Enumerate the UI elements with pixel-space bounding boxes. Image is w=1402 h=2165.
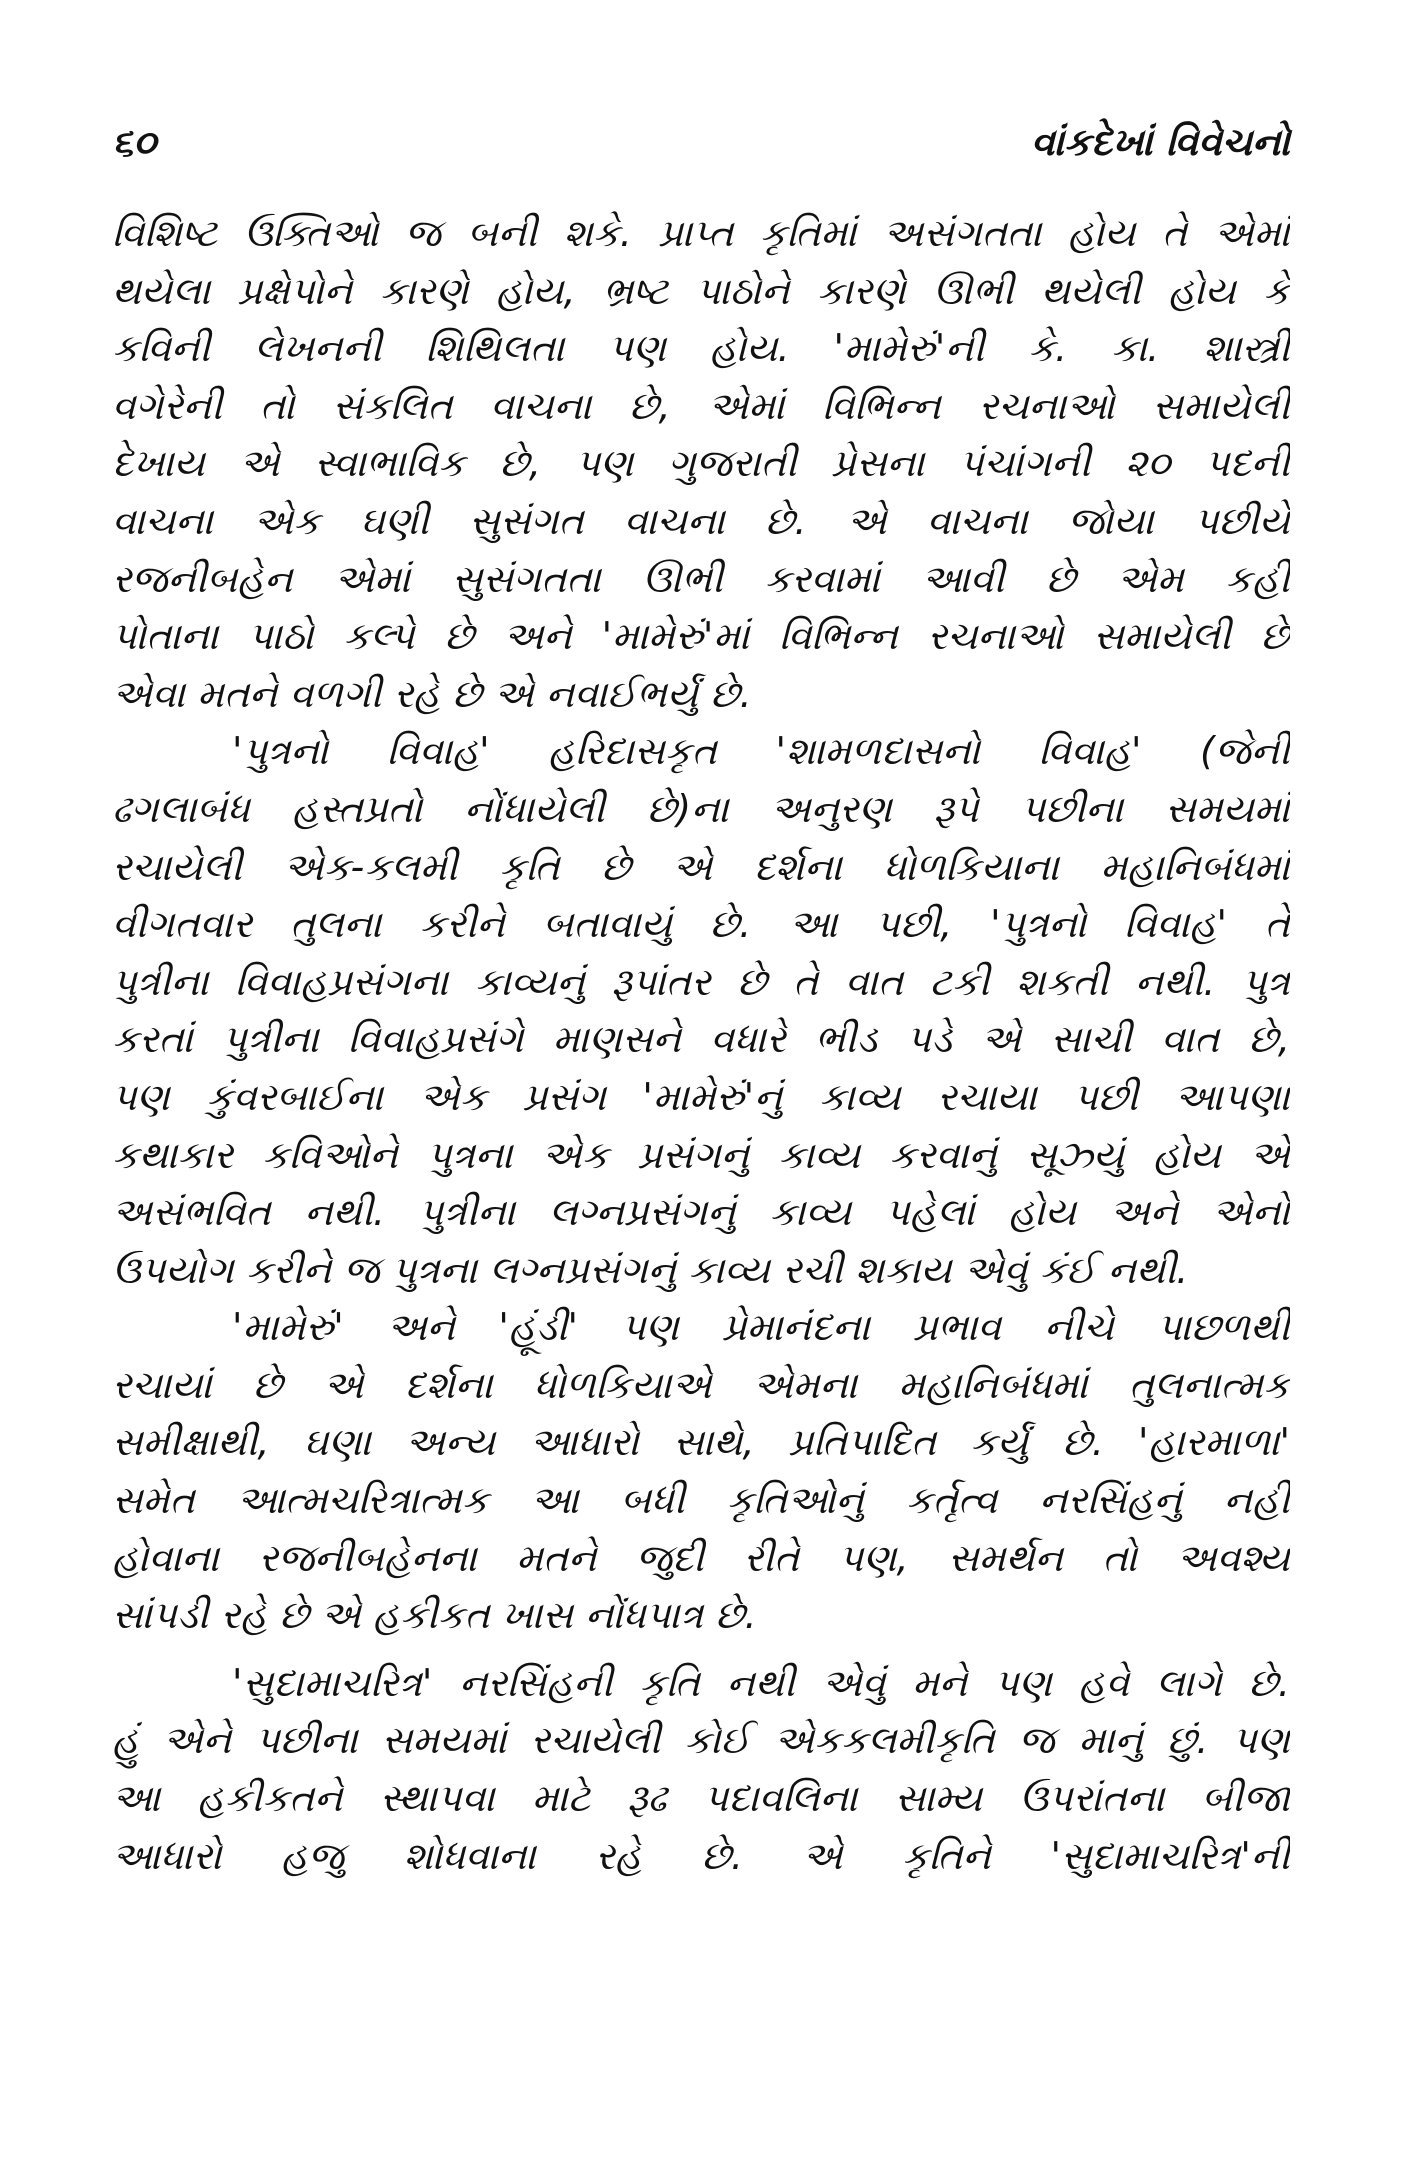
- text-line: સમેત આત્મચરિત્રાત્મક આ બધી કૃતિઓનું કર્તૃત્વ નરસિંહનું નહીં: [112, 1478, 1290, 1523]
- running-head: વાંકદેખાં વિવેચનો: [1031, 120, 1290, 164]
- text-line: ઉપયોગ કરીને જ પુત્રના લગ્નપ્રસંગનું કાવ્ય રચી શકાય એવું કંઈ નથી.: [112, 1247, 1189, 1292]
- text-line: પોતાના પાઠો કલ્પે છે અને 'મામેરું'માં વિભિન્ન રચનાઓ સમાયેલી છે: [112, 614, 1290, 659]
- text-line: કરતાં પુત્રીના વિવાહપ્રસંગે માણસને વધારે ભીડ પડે એ સાચી વાત છે,: [112, 1017, 1290, 1062]
- text-line: રચાયાં છે એ દર્શના ધોળકિયાએ એમના મહાનિબંધમાં તુલનાત્મક: [112, 1362, 1290, 1407]
- text-line: એવા મતને વળગી રહે છે એ નવાઈભર્યું છે.: [112, 671, 752, 716]
- text-line: પણ કુંવરબાઈના એક પ્રસંગ 'મામેરું'નું કાવ્ય રચાયા પછી આપણા: [112, 1074, 1290, 1119]
- paragraph-3: [112, 1299, 1290, 1645]
- text-line: ઢગલાબંધ હસ્તપ્રતો નોંધાયેલી છે)ના અનુરણ રૂપે પછીના સમયમાં: [112, 786, 1290, 831]
- text-line: હું એને પછીના સમયમાં રચાયેલી કોઈ એકકલમીકૃતિ જ માનું છું. પણ: [112, 1718, 1290, 1763]
- text-line: સાંપડી રહે છે એ હકીકત ખાસ નોંધપાત્ર છે.: [112, 1593, 757, 1638]
- text-line: હોવાના રજનીબહેનના મતને જુદી રીતે પણ, સમર્થન તો અવશ્ય: [112, 1535, 1290, 1580]
- text-line: સમીક્ષાથી, ઘણા અન્ય આધારો સાથે, પ્રતિપાદિત કર્યું છે. 'હારમાળા': [112, 1420, 1290, 1465]
- text-line: કવિની લેખનની શિથિલતા પણ હોય. 'મામેરું'ની કે. કા. શાસ્ત્રી: [112, 326, 1290, 371]
- page-header: [112, 112, 1290, 172]
- body-text: [112, 205, 1290, 1885]
- page-number: ૬૦: [112, 120, 157, 164]
- paragraph-gap: [112, 1645, 1290, 1655]
- text-line: કથાકાર કવિઓને પુત્રના એક પ્રસંગનું કાવ્ય કરવાનું સૂઝ્યું હોય એ: [112, 1132, 1290, 1177]
- text-line: 'મામેરું' અને 'હૂંડી' પણ પ્રેમાનંદના પ્રભાવ નીચે પાછળથી: [232, 1305, 1290, 1350]
- paragraph-2: [112, 723, 1290, 1299]
- text-line: પુત્રીના વિવાહપ્રસંગના કાવ્યનું રૂપાંતર છે તે વાત ટકી શકતી નથી. પુત્ર: [112, 959, 1290, 1004]
- text-line: વગેરેની તો સંકલિત વાચના છે, એમાં વિભિન્ન રચનાઓ સમાયેલી: [112, 383, 1290, 428]
- text-line: આધારો હજુ શોધવાના રહે છે. એ કૃતિને 'સુદામાચરિત્ર'ની: [112, 1833, 1290, 1878]
- text-line: વીગતવાર તુલના કરીને બતાવાયું છે. આ પછી, 'પુત્રનો વિવાહ' તે: [112, 902, 1290, 947]
- text-line: વાચના એક ઘણી સુસંગત વાચના છે. એ વાચના જોયા પછીયે: [112, 498, 1290, 543]
- paragraph-1: [112, 205, 1290, 723]
- text-line: વિશિષ્ટ ઉક્તિઓ જ બની શકે. પ્રાપ્ત કૃતિમાં અસંગતતા હોય તે એમાં: [112, 211, 1290, 255]
- text-line: રચાયેલી એક-કલમી કૃતિ છે એ દર્શના ધોળકિયાના મહાનિબંધમાં: [112, 844, 1290, 889]
- text-line: અસંભવિત નથી. પુત્રીના લગ્નપ્રસંગનું કાવ્ય પહેલાં હોય અને એનો: [112, 1190, 1290, 1235]
- text-line: દેખાય એ સ્વાભાવિક છે, પણ ગુજરાતી પ્રેસના પંચાંગની ૨૦ પદની: [112, 441, 1290, 486]
- text-line: 'સુદામાચરિત્ર' નરસિંહની કૃતિ નથી એવું મને પણ હવે લાગે છે.: [232, 1660, 1290, 1705]
- text-line: રજનીબહેન એમાં સુસંગતતા ઊભી કરવામાં આવી છે એમ કહી: [112, 556, 1290, 601]
- paragraph-4: [112, 1655, 1290, 1885]
- text-line: આ હકીકતને સ્થાપવા માટે રૂઢ પદાવલિના સામ્ય ઉપરાંતના બીજા: [112, 1776, 1290, 1821]
- text-line: 'પુત્રનો વિવાહ' હરિદાસકૃત 'શામળદાસનો વિવાહ' (જેની: [232, 729, 1290, 774]
- text-line: થયેલા પ્રક્ષેપોને કારણે હોય, ભ્રષ્ટ પાઠોને કારણે ઊભી થયેલી હોય કે: [112, 268, 1290, 313]
